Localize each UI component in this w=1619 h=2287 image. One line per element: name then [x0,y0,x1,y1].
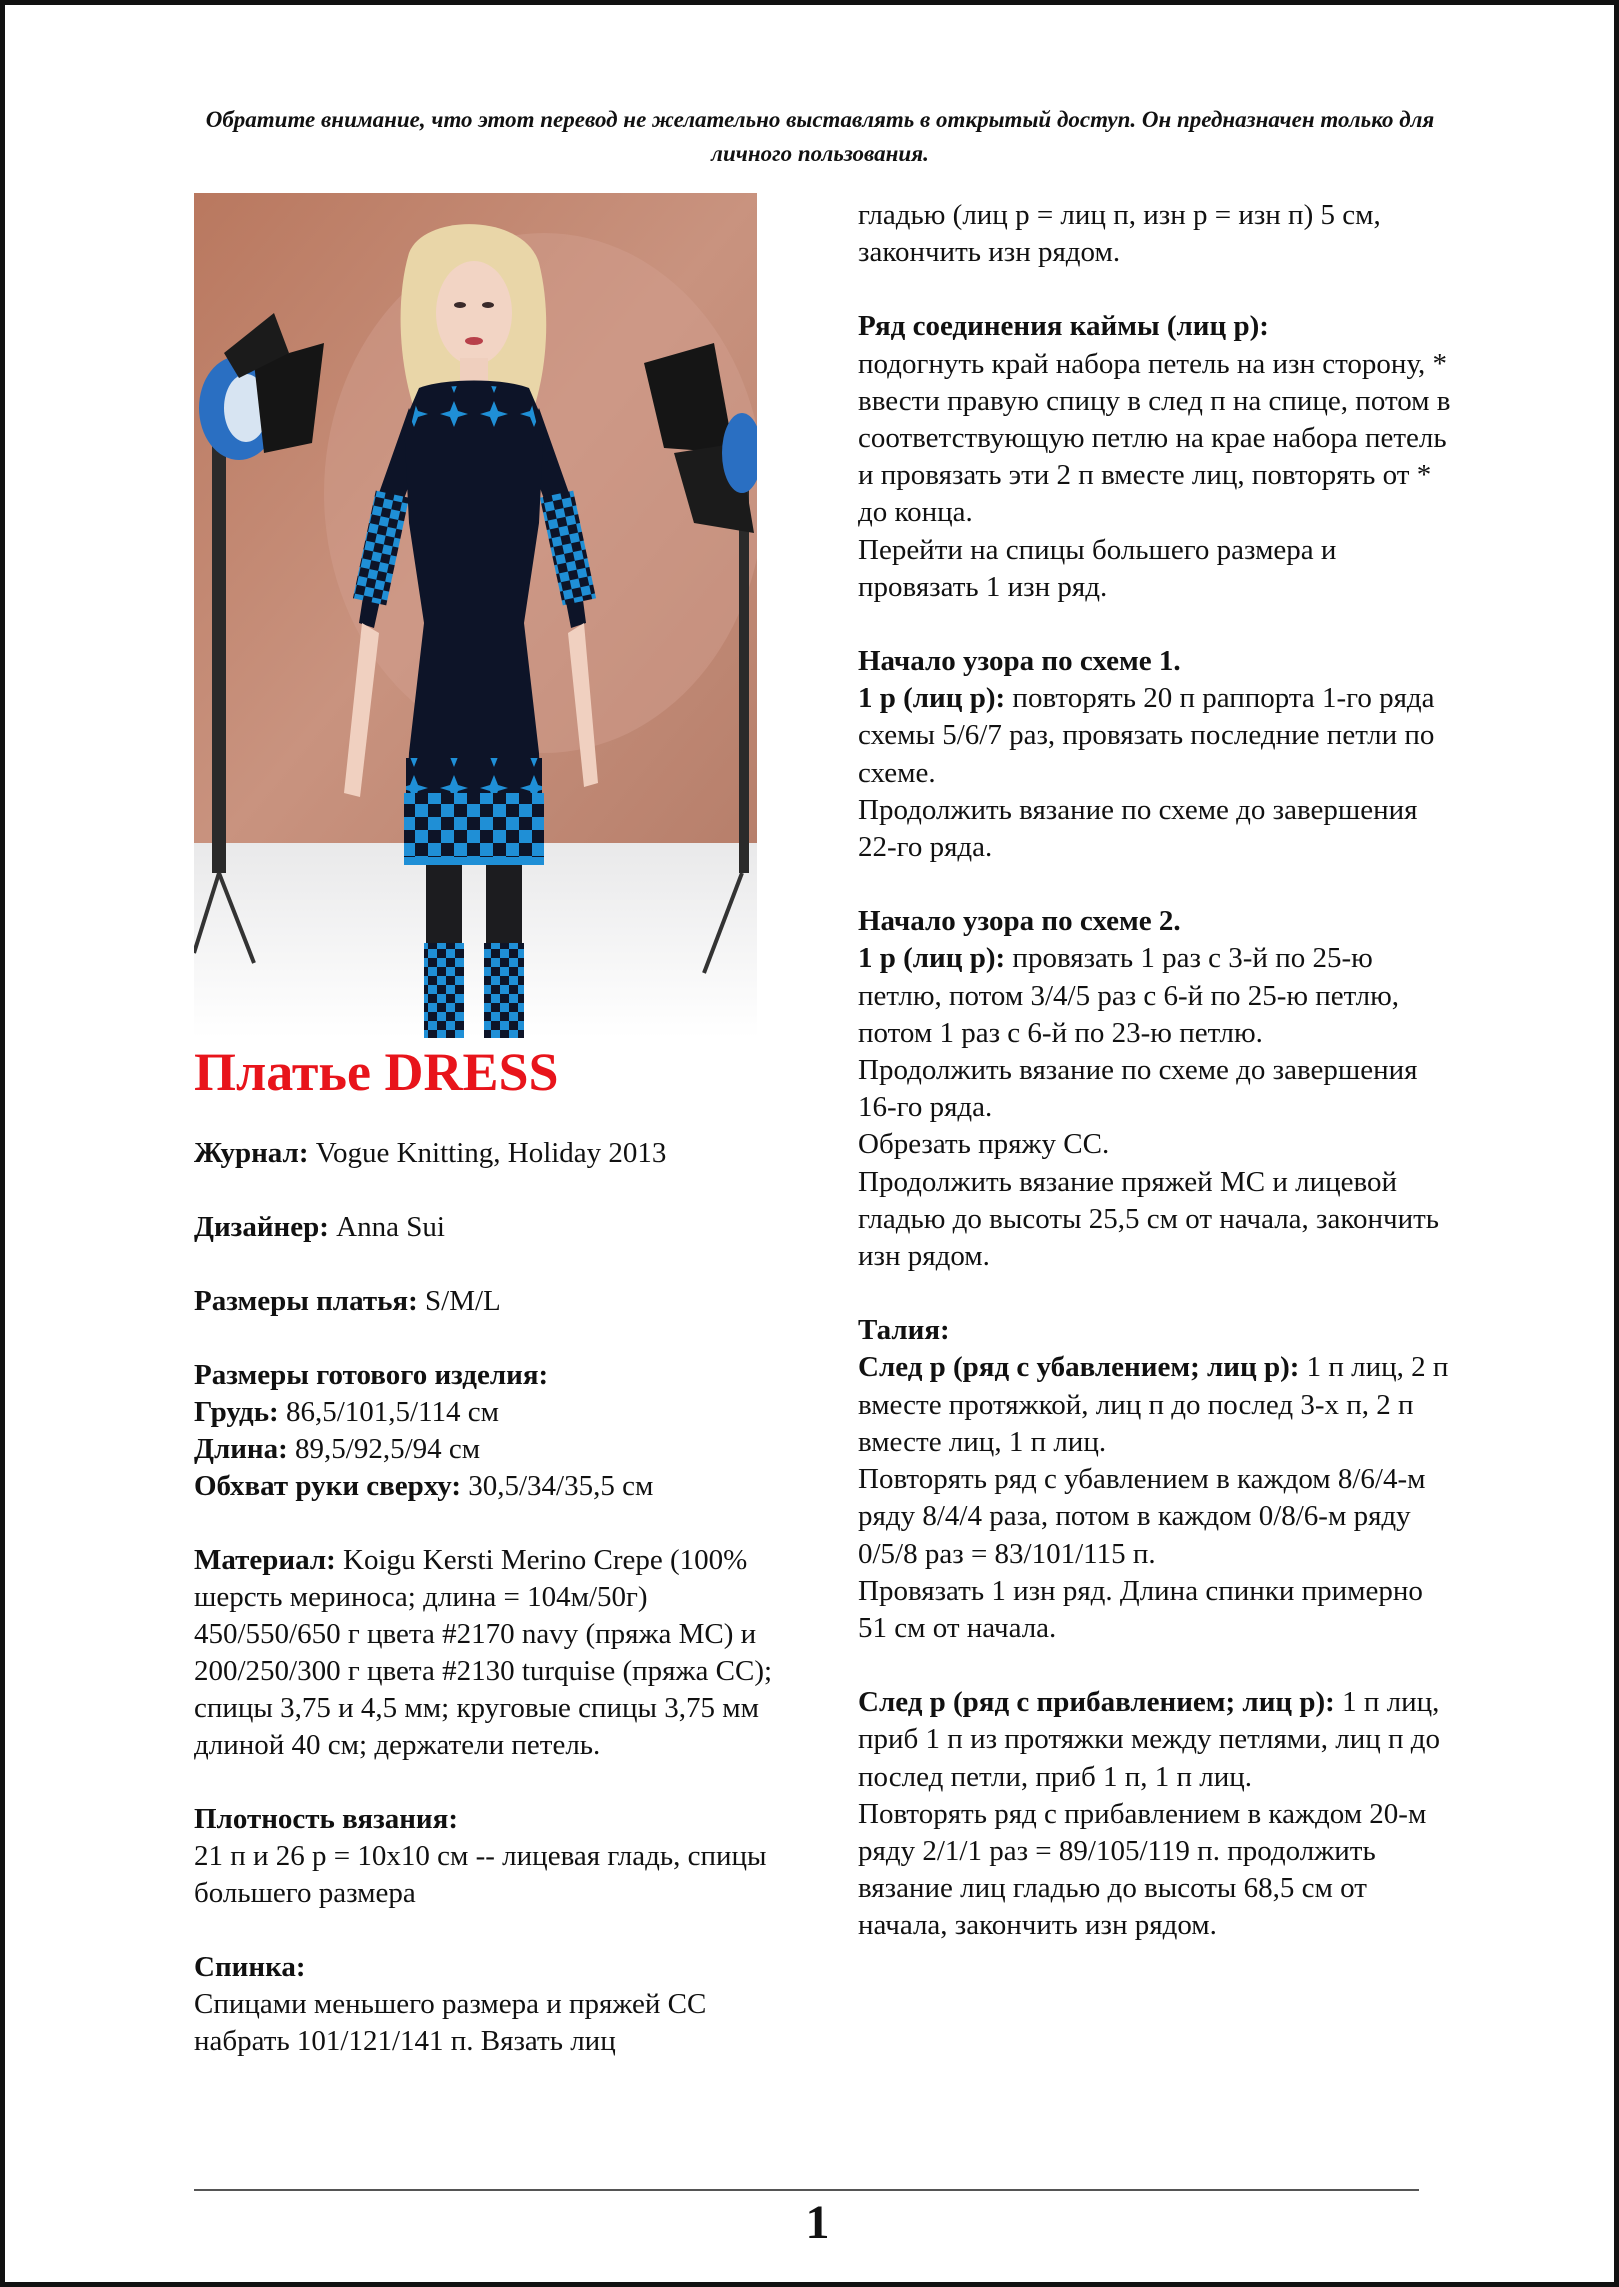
finished-measurements [194,1357,784,1505]
gauge-value: 21 п и 26 р = 10x10 см -- лицевая гладь, спицы большего размера [194,1840,767,1909]
bust-line [194,1394,784,1431]
join-row-paragraph [858,308,1458,606]
privacy-notice: Обратите внимание, что этот перевод не желательно выставлять в открытый доступ. Он предназначен только для личного пользования. [205,107,1435,166]
back-label: Спинка: [194,1951,306,1983]
chart1-row-line [858,680,1458,792]
designer-label: Дизайнер: [194,1211,329,1243]
chart1-row-text: повторять 20 п раппорта 1-го ряда схемы 5/6/7 раз, провязать последние петли по схеме. [858,682,1435,789]
chart1-heading: Начало узора по схеме 1. [858,645,1181,678]
magazine-value: Vogue Knitting, Holiday 2013 [315,1137,667,1169]
dec-text-2: Повторять ряд с убавлением в каждом 8/6/4-м ряду 8/4/4 раза, потом в каждом 0/8/6-м ряду 0/5/8 раз = 83/101/115 п. [858,1463,1426,1570]
back-value: Спицами меньшего размера и пряжей СС набрать 101/121/141 п. Вязать лиц [194,1988,707,2057]
back-paragraph [194,1949,784,2060]
chart1-paragraph [858,643,1458,866]
dec-row-line [858,1349,1458,1461]
arm-label: Обхват руки сверху: [194,1470,461,1502]
footer-divider [194,2189,1419,2191]
gauge-label: Плотность вязания: [194,1803,458,1835]
chart2-heading: Начало узора по схеме 2. [858,905,1181,938]
chart2-row-label: 1 р (лиц р): [858,942,1006,975]
gauge-paragraph [194,1801,784,1912]
designer-value: Anna Sui [336,1211,445,1243]
chart1-row-label: 1 р (лиц р): [858,682,1006,715]
chart2-row-line [858,940,1458,1052]
chart1-text-2: Продолжить вязание по схеме до завершения 22-го ряда. [858,793,1418,864]
designer-line [194,1209,784,1246]
sizes-line [194,1283,784,1320]
magazine-line [194,1135,784,1172]
join-row-text: подогнуть край набора петель на изн сторону, * ввести правую спицу в след п на спице, потом в соответствующую петлю на крае набора петель и провязать эти 2 п вместе лиц, повторять от * до конца. [858,347,1451,529]
join-row-label: Ряд соединения каймы (лиц р): [858,310,1269,343]
chart2-text-3: Обрезать пряжу СС. [858,1128,1110,1161]
length-value: 89,5/92,5/94 см [295,1433,481,1465]
sizes-value: S/M/L [425,1285,501,1317]
arm-line [194,1468,784,1505]
chart2-paragraph [858,903,1458,1275]
dec-row-label: След р (ряд с убавлением; лиц р): [858,1351,1300,1384]
inc-row-line [858,1684,1458,1796]
inc-row-text: 1 п лиц, приб 1 п из протяжки между петлями, лиц п до послед петли, приб 1 п, 1 п лиц. [858,1686,1441,1793]
chart2-text-2: Продолжить вязание по схеме до завершения 16-го ряда. [858,1054,1418,1124]
increase-paragraph [858,1684,1458,1944]
sizes-label: Размеры платья: [194,1285,418,1317]
dress-photo [194,193,757,1038]
inc-text-2: Повторять ряд с прибавлением в каждом 20-м ряду 2/1/1 раз = 89/105/119 п. продолжить вязание лиц гладью до высоты 68,5 см от начала, закончить изн рядом. [858,1797,1427,1942]
dec-row-text: 1 п лиц, 2 п вместе протяжкой, лиц п до послед 3-х п, 2 п вместе лиц, 1 п лиц. [858,1351,1449,1458]
waist-paragraph [858,1312,1458,1647]
waist-heading: Талия: [858,1314,950,1347]
chart2-row-text: провязать 1 раз с 3-й по 25-ю петлю, потом 3/4/5 раз с 6-й по 25-ю петлю, потом 1 раз с 6-й по 23-ю петлю. [858,942,1400,1049]
document-title: Платье DRESS [194,1042,559,1102]
chart2-text-4: Продолжить вязание пряжей МС и лицевой гладью до высоты 25,5 см от начала, закончить изн рядом. [858,1165,1440,1273]
left-column [194,1041,784,2097]
join-row-text-2: Перейти на спицы большего размера и провязать 1 изн ряд. [858,533,1337,603]
material-value: Koigu Kersti Merino Crepe (100% шерсть мериноса; длина = 104м/50г) 450/550/650 г цвета #2170 navy (пряжа МС) и 200/250/300 г цвета #2130 turquise (пряжа СС); спицы 3,75 и 4,5 мм; круговые спицы 3,75 мм длиной 40 см; держатели петель. [194,1544,773,1761]
continuation-paragraph: гладью (лиц р = лиц п, изн р = изн п) 5 см, закончить изн рядом. [858,199,1381,269]
right-column [858,197,1458,1982]
bust-label: Грудь: [194,1396,279,1428]
finished-label: Размеры готового изделия: [194,1359,549,1391]
dec-text-3: Провязать 1 изн ряд. Длина спинки примерно 51 см от начала. [858,1574,1423,1644]
magazine-label: Журнал: [194,1137,309,1169]
length-line [194,1431,784,1468]
material-paragraph [194,1542,784,1764]
inc-row-label: След р (ряд с прибавлением; лиц р): [858,1686,1335,1719]
material-label: Материал: [194,1544,336,1576]
page-number: 1 [805,2196,830,2249]
bust-value: 86,5/101,5/114 см [285,1396,499,1428]
arm-value: 30,5/34/35,5 см [468,1470,654,1502]
length-label: Длина: [194,1433,288,1465]
